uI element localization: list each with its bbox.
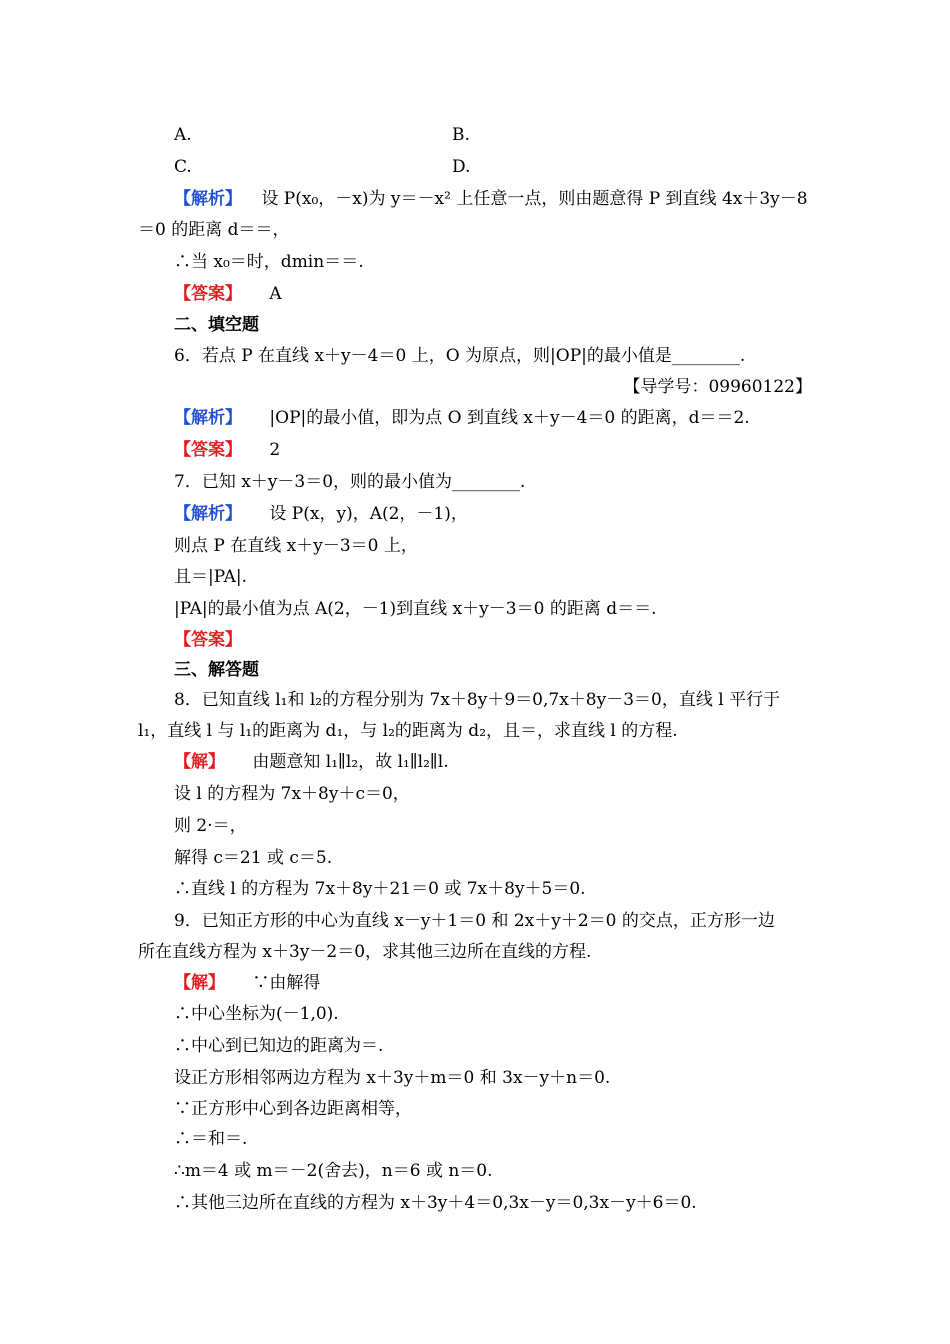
q7-analysis-line4: |PA|的最小值为点 A(2，－1)到直线 x＋y－3＝0 的距离 d＝＝. [174,599,657,619]
solution-tag: 【解】 [174,752,225,772]
q9-solution-line7: ∴m＝4 或 m＝－2(舍去)，n＝6 或 n＝0. [174,1161,493,1181]
q6-question: 6．若点 P 在直线 x＋y－4＝0 上，O 为原点，则|OP|的最小值是________. [174,346,746,366]
q7-answer-line [174,629,242,651]
analysis-tag: 【解析】 [174,189,242,209]
analysis-tag: 【解析】 [174,504,242,524]
section-title-fill-in: 二、填空题 [174,315,259,335]
q7-analysis-line1 [174,503,468,525]
q9-solution-line6: ∴＝和＝. [174,1129,248,1149]
q9-solution-line1 [174,972,320,994]
q8-solution-line2: 设 l 的方程为 7x＋8y＋c＝0， [174,784,410,804]
q5-analysis-line1 [174,188,808,210]
option-d: D. [452,157,471,177]
q9-question-line2: 所在直线方程为 x＋3y－2＝0，求其他三边所在直线的方程. [138,942,592,962]
q6-answer-line [174,439,280,461]
q8-solution-line3: 则 2·＝， [174,816,247,836]
answer-tag: 【答案】 [174,284,242,304]
q7-analysis-text1: 设 P(x，y)，A(2，－1)， [269,504,468,524]
q8-solution-line5: ∴直线 l 的方程为 7x＋8y＋21＝0 或 7x＋8y＋5＝0. [174,879,586,899]
q5-analysis-line2: ＝0 的距离 d＝＝， [138,220,290,240]
q5-answer-line [174,283,282,305]
q7-analysis-line3: 且＝|PA|. [174,567,248,587]
answer-tag: 【答案】 [174,440,242,460]
q9-solution-line5: ∵正方形中心到各边距离相等， [174,1099,412,1119]
q8-solution-line1 [174,751,449,773]
q8-question-line2: l₁，直线 l 与 l₁的距离为 d₁，与 l₂的距离为 d₂，且＝，求直线 l 的方程. [138,721,678,741]
q9-solution-line8: ∴其他三边所在直线的方程为 x＋3y＋4＝0,3x－y＝0,3x－y＋6＝0. [174,1193,697,1213]
solution-tag: 【解】 [174,973,225,993]
q5-answer: A [269,284,282,304]
option-c: C. [174,157,192,177]
option-a: A. [174,125,192,145]
option-b: B. [452,125,470,145]
q9-solution-line4: 设正方形相邻两边方程为 x＋3y＋m＝0 和 3x－y＋n＝0. [174,1068,611,1088]
q5-analysis-text1: 设 P(x₀，－x)为 y＝－x² 上任意一点，则由题意得 P 到直线 4x＋3y－8 [261,189,808,209]
q7-analysis-line2: 则点 P 在直线 x＋y－3＝0 上， [174,536,418,556]
q9-question-line1: 9．已知正方形的中心为直线 x－y＋1＝0 和 2x＋y＋2＝0 的交点，正方形一边 [174,911,775,931]
q8-solution-text1: 由题意知 l₁∥l₂，故 l₁∥l₂∥l. [252,752,449,772]
q6-analysis-line [174,407,750,429]
q8-question-line1: 8．已知直线 l₁和 l₂的方程分别为 7x＋8y＋9＝0,7x＋8y－3＝0，直线 l 平行于 [174,690,781,710]
analysis-tag: 【解析】 [174,408,242,428]
q6-analysis-text: |OP|的最小值，即为点 O 到直线 x＋y－4＝0 的距离，d＝＝2. [269,408,750,428]
section-title-solve: 三、解答题 [174,660,259,680]
q9-solution-line2: ∴中心坐标为(－1,0). [174,1004,339,1024]
q9-solution-text1: ∵由解得 [252,973,321,993]
answer-tag: 【答案】 [174,630,242,650]
q8-solution-line4: 解得 c＝21 或 c＝5. [174,848,333,868]
q6-reference-number: 【导学号：09960122】 [623,377,812,397]
q5-analysis-line3: ∴当 x₀＝时，dmin＝＝. [174,252,364,272]
q7-question: 7．已知 x＋y－3＝0，则的最小值为________. [174,472,526,492]
q9-solution-line3: ∴中心到已知边的距离为＝. [174,1036,384,1056]
q6-answer: 2 [269,440,281,460]
